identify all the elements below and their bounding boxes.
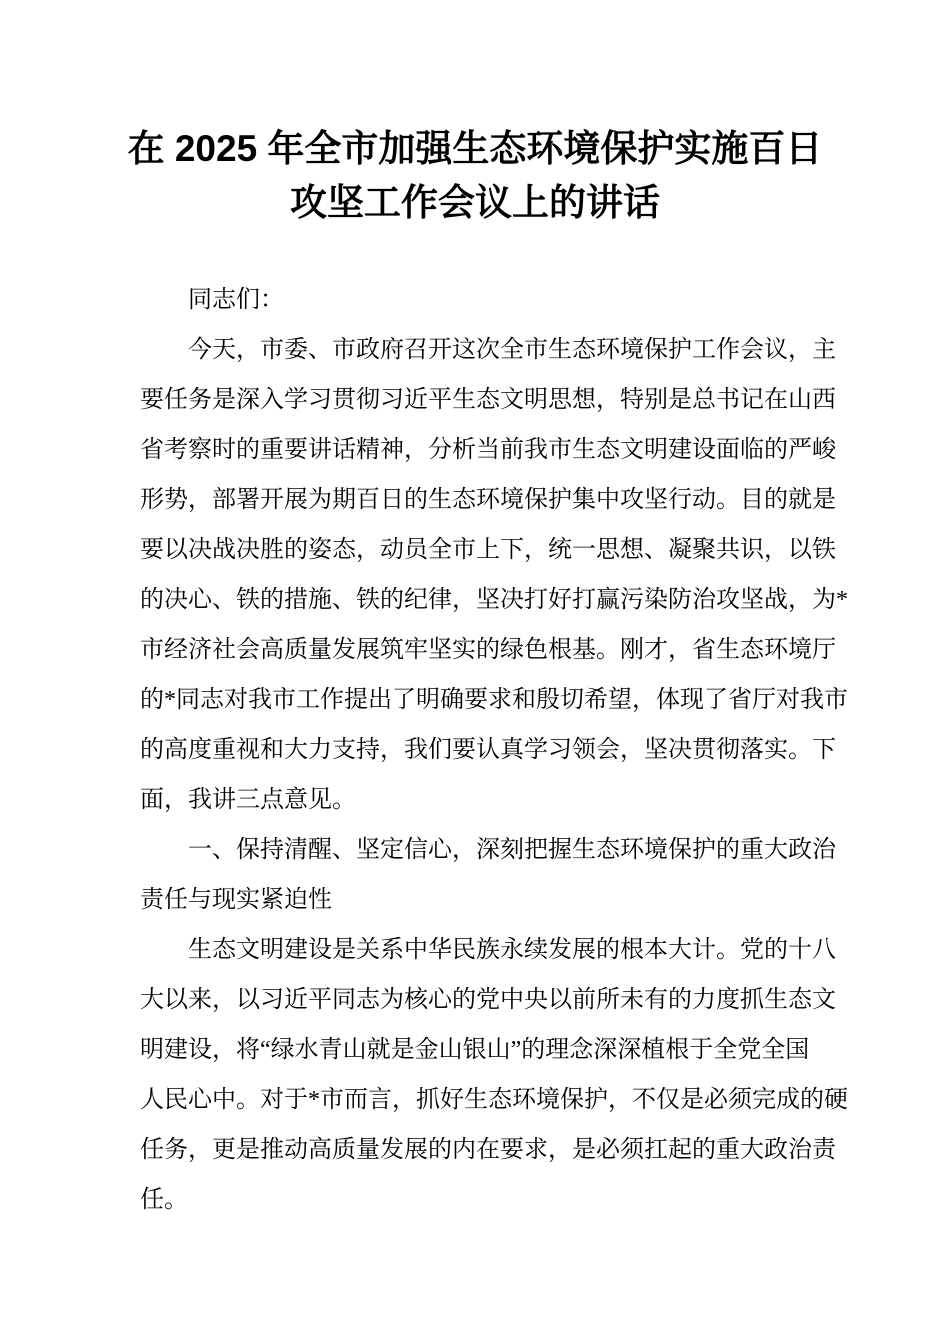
- section-heading: [140, 825, 836, 925]
- text-line: 面，我讲三点意见。: [140, 787, 356, 813]
- text-line: 形势，部署开展为期百日的生态环境保护集中攻坚行动。目的就是: [140, 487, 836, 513]
- text-line: 生态文明建设是关系中华民族永续发展的根本大计。党的十八: [188, 937, 836, 963]
- text-line: 省考察时的重要讲话精神，分析当前我市生态文明建设面临的严峻: [140, 437, 836, 463]
- text-line: 的高度重视和大力支持，我们要认真学习领会，坚决贯彻落实。下: [140, 737, 836, 763]
- text-line: 的*同志对我市工作提出了明确要求和殷切希望，体现了省厅对我市: [140, 687, 848, 713]
- text-line: 任。: [140, 1187, 188, 1213]
- text-line: 的决心、铁的措施、铁的纪律，坚决打好打赢污染防治攻坚战，为*: [140, 587, 848, 613]
- text-line: 大以来，以习近平同志为核心的党中央以前所未有的力度抓生态文: [140, 987, 836, 1013]
- text-line: 今天，市委、市政府召开这次全市生态环境保护工作会议，主: [188, 337, 836, 363]
- document-title: [0, 0, 950, 230]
- text-line: 要任务是深入学习贯彻习近平生态文明思想，特别是总书记在山西: [140, 387, 836, 413]
- document-title-line-1: 在 2025 年全市加强生态环境保护实施百日: [127, 128, 823, 169]
- text-line: 一、保持清醒、坚定信心，深刻把握生态环境保护的重大政治: [188, 837, 836, 863]
- text-line: 任务，更是推动高质量发展的内在要求，是必须扛起的重大政治责: [140, 1137, 836, 1163]
- paragraph: [140, 925, 848, 1225]
- paragraph: [140, 275, 810, 325]
- text-line: 市经济社会高质量发展筑牢坚实的绿色根基。刚才，省生态环境厅: [140, 637, 836, 663]
- document-body: [140, 275, 848, 1225]
- paragraph: [140, 325, 848, 825]
- document-title-line-2: 攻坚工作会议上的讲话: [290, 182, 660, 223]
- text-line: 要以决战决胜的姿态，动员全市上下，统一思想、凝聚共识，以铁: [140, 537, 836, 563]
- text-line: 人民心中。对于*市而言，抓好生态环境保护，不仅是必须完成的硬: [140, 1087, 848, 1113]
- text-line: 明建设，将“绿水青山就是金山银山”的理念深深植根于全党全国: [140, 1037, 810, 1063]
- text-line: 同志们：: [188, 287, 284, 313]
- text-line: 责任与现实紧迫性: [140, 887, 332, 913]
